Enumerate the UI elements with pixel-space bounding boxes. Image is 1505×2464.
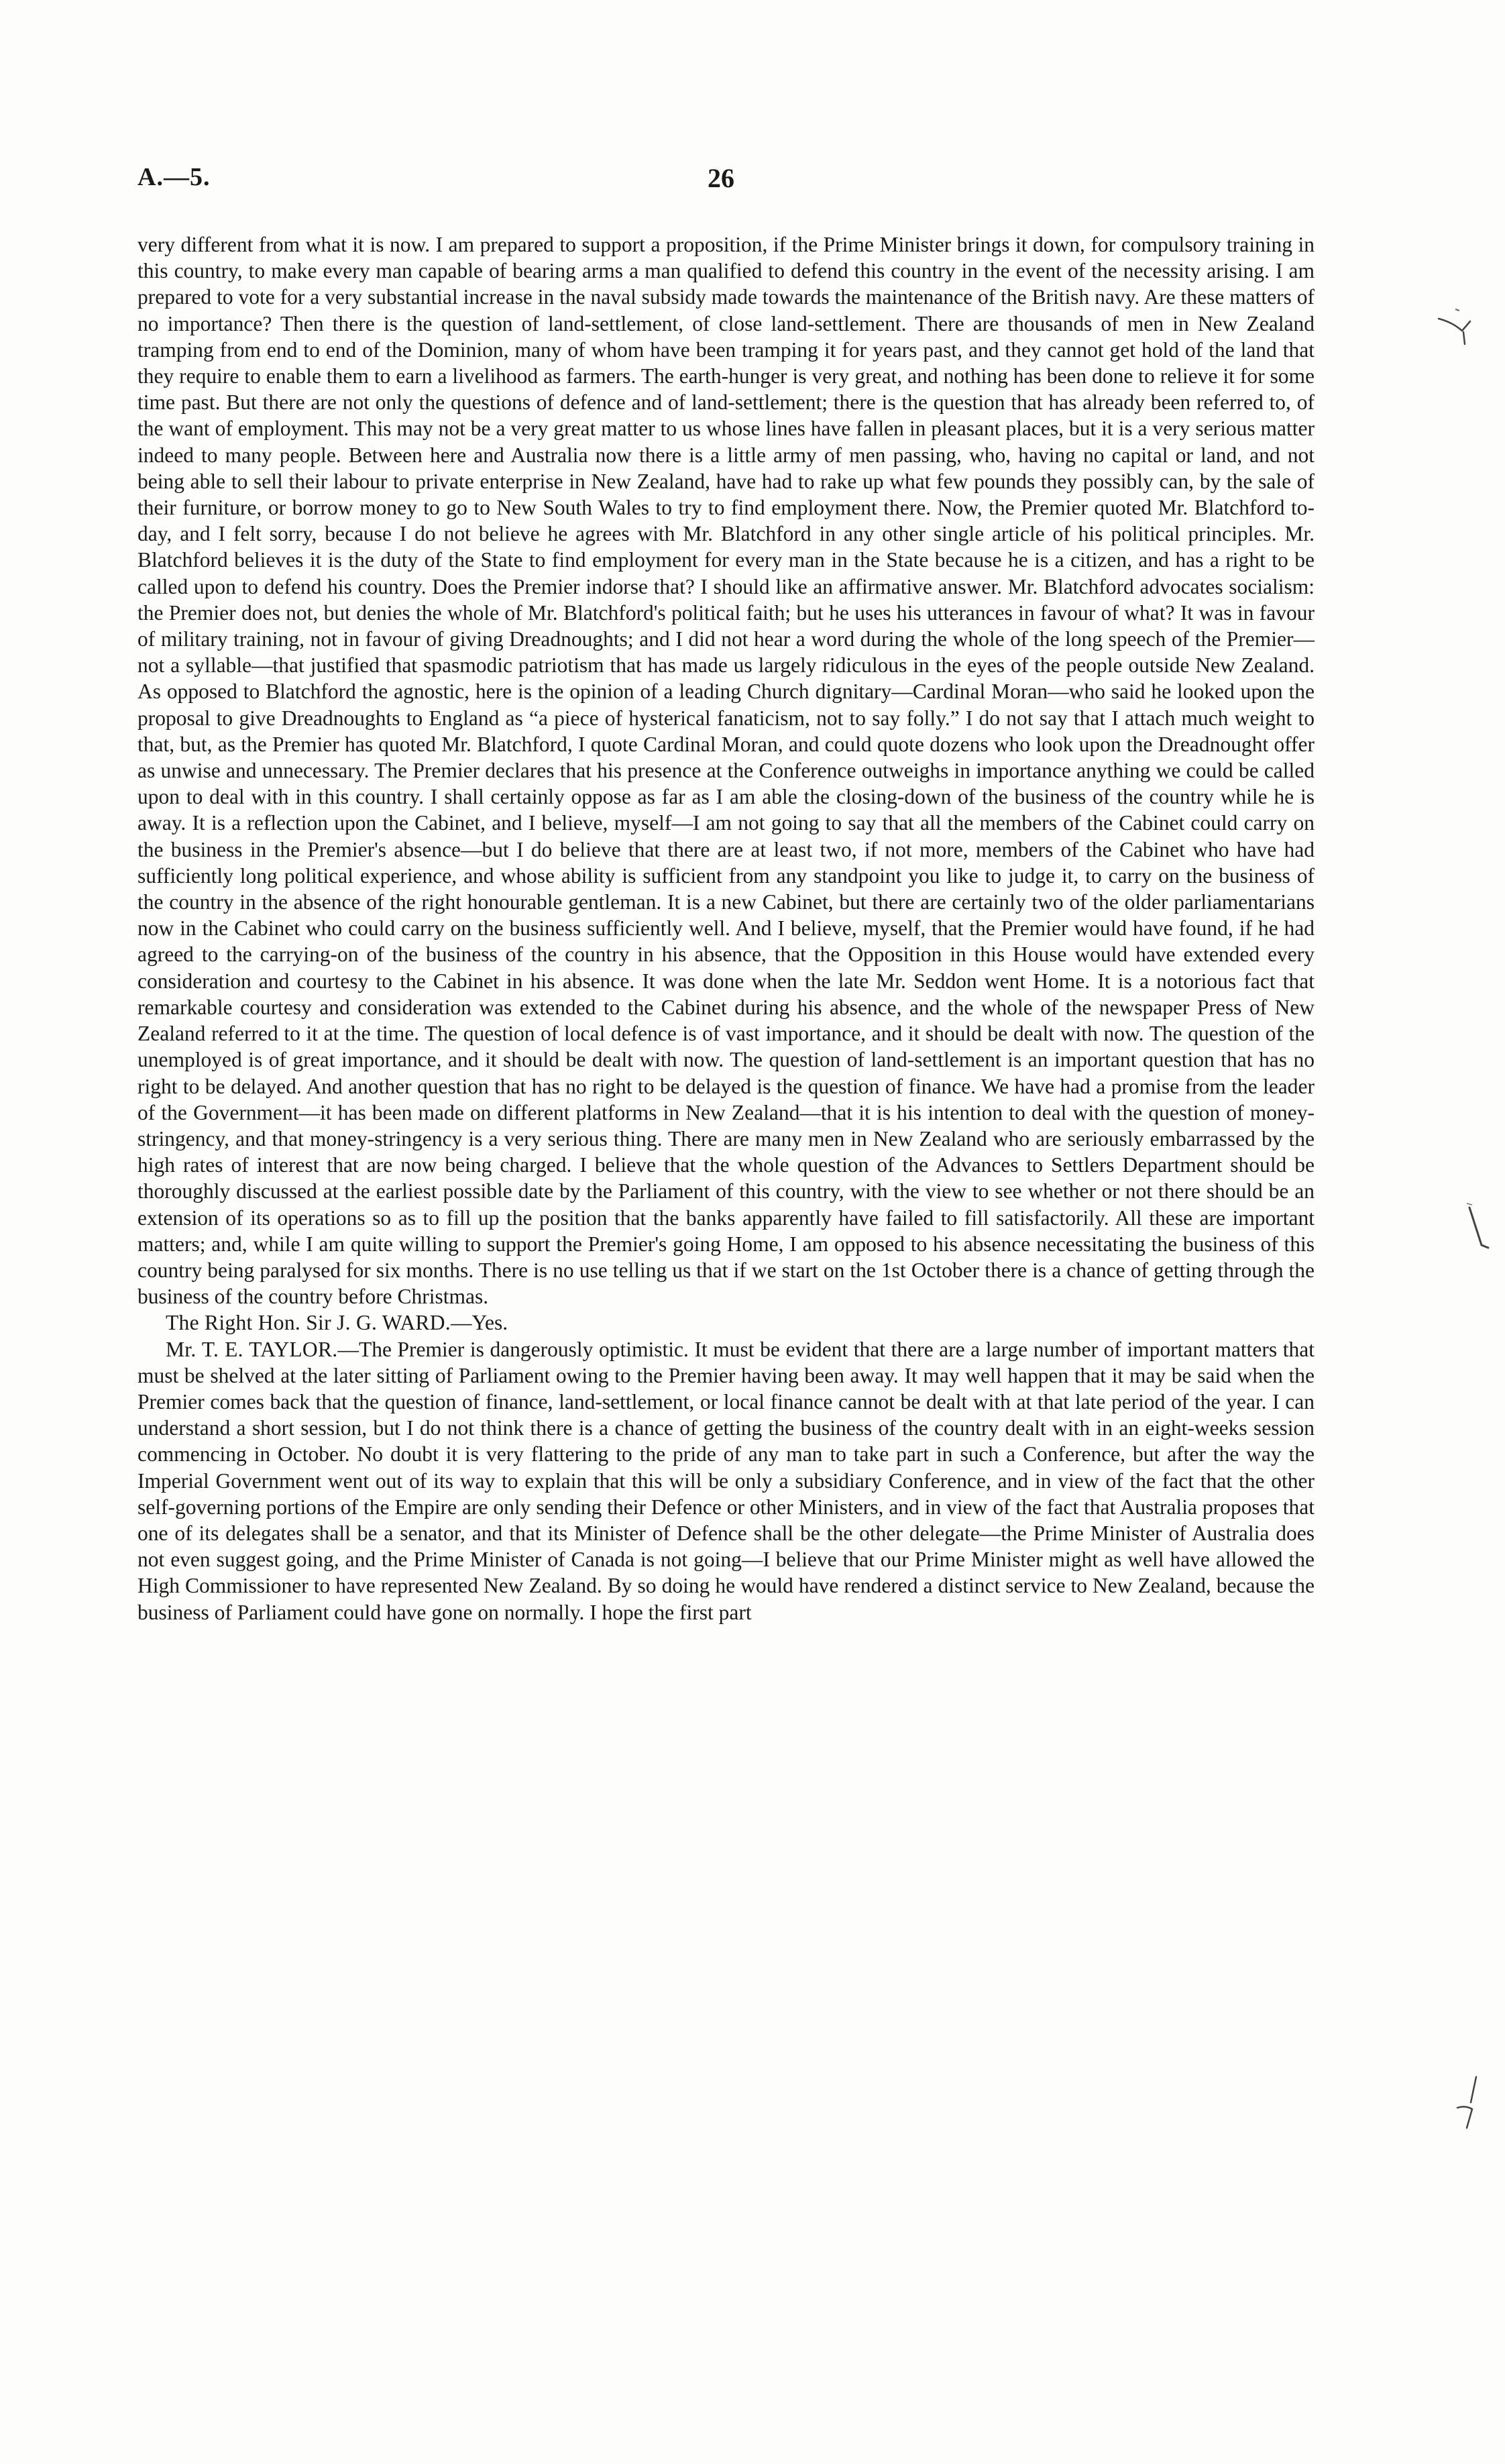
- speech-text: —The Premier is dangerously optimistic. It must be evident that there are a large number of important matters that must be shelved at the later sitting of Parliament owing to the Premier having been away. It may well happen that it may be said when the Premier comes back that the question of finance, land-settlement, or local finance cannot be dealt with at that late period of the year. I can understand a short session, but I do not think there is a chance of getting the business of the country dealt with in an eight-weeks session commencing in October. No doubt it is very flattering to the pride of any man to take part in such a Conference, but after the way the Imperial Government went out of its way to explain that this will be only a subsidiary Conference, and in view of the fact that the other self-governing portions of the Empire are only sending their Defence or other Ministers, and in view of the fact that Australia proposes that one of its delegates shall be a senator, and that its Minister of Defence shall be the other delegate—the Prime Minister of Australia does not even suggest going, and the Prime Minister of Canada is not going—I believe that our Prime Minister might as well have allowed the High Commissioner to have represented New Zealand. By so doing he would have rendered a distinct service to New Zealand, because the business of Parliament could have gone on normally. I hope the first part: [137, 1337, 1315, 1624]
- speaker-name: Mr. T. E. TAYLOR.: [166, 1337, 338, 1361]
- margin-pencil-mark: [1452, 2073, 1486, 2133]
- margin-pencil-mark: [1465, 1201, 1492, 1254]
- margin-pencil-mark: [1435, 305, 1475, 359]
- paragraph-speech-ward: [137, 1309, 1315, 1336]
- speaker-name: The Right Hon. Sir J. G. WARD.: [166, 1311, 451, 1335]
- paragraph-speech-taylor: [137, 1336, 1315, 1625]
- page-number: 26: [708, 163, 734, 193]
- paragraph-continuation: [137, 231, 1315, 1309]
- body-text: [137, 231, 1315, 1625]
- paragraph-text: very different from what it is now. I am prepared to support a proposition, if the Prime Minister brings it down, for compulsory training in this country, to make every man capable of bearing arms a man qualified to defend this country in the event of the necessity arising. I am prepared to vote for a very substantial increase in the naval subsidy made towards the maintenance of the British navy. Are these matters of no importance? Then there is the question of land-settlement, of close land-settlement. There are thousands of men in New Zealand tramping from end to end of the Dominion, many of whom have been tramping it for years past, and they cannot get hold of the land that they require to enable them to earn a livelihood as farmers. The earth-hunger is very great, and nothing has been done to relieve it for some time past. But there are not only the questions of defence and of land-settlement; there is the question that has already been referred to, of the want of employment. This may not be a very great matter to us whose lines have fallen in pleasant places, but it is a very serious matter indeed to many people. Between here and Australia now there is a little army of men passing, who, having no capital or land, and not being able to sell their labour to private enterprise in New Zealand, have had to rake up what few pounds they possibly can, by the sale of their furniture, or borrow money to go to New South Wales to try to find employment there. Now, the Premier quoted Mr. Blatchford to-day, and I felt sorry, because I do not believe he agrees with Mr. Blatchford in any other single article of his political principles. Mr. Blatchford believes it is the duty of the State to find employment for every man in the State because he is a citizen, and has a right to be called upon to defend his country. Does the Premier indorse that? I should like an affirmative answer. Mr. Blatchford advocates socialism: the Premier does not, but denies the whole of Mr. Blatchford's political faith; but he uses his utterances in favour of what? It was in favour of military training, not in favour of giving Dreadnoughts; and I did not hear a word during the whole of the long speech of the Premier—not a syllable—that justified that spasmodic patriotism that has made us largely ridiculous in the eyes of the people outside New Zealand. As opposed to Blatchford the agnostic, here is the opinion of a leading Church dignitary—Cardinal Moran—who said he looked upon the proposal to give Dreadnoughts to England as “a piece of hysterical fanaticism, not to say folly.” I do not say that I attach much weight to that, but, as the Premier has quoted Mr. Blatchford, I quote Cardinal Moran, and could quote dozens who look upon the Dreadnought offer as unwise and unnecessary. The Premier declares that his presence at the Conference outweighs in importance anything we could be called upon to deal with in this country. I shall certainly oppose as far as I am able the closing-down of the business of the country while he is away. It is a reflection upon the Cabinet, and I believe, myself—I am not going to say that all the members of the Cabinet could carry on the business in the Premier's absence—but I do believe that there are at least two, if not more, members of the Cabinet who have had sufficiently long political experience, and whose ability is sufficient from any standpoint you like to judge it, to carry on the business of the country in the absence of the right honourable gentleman. It is a new Cabinet, but there are certainly two of the older parliamentarians now in the Cabinet who could carry on the business sufficiently well. And I believe, myself, that the Premier would have found, if he had agreed to the carrying-on of the business of the country in his absence, that the Opposition in this House would have extended every consideration and courtesy to the Cabinet in his absence. It was done when the late Mr. Seddon went Home. It is a notorious fact that remarkable courtesy and consideration was extended to the Cabinet during his absence, and the whole of the newspaper Press of New Zealand referred to it at the time. The question of local defence is of vast importance, and it should be dealt with now. The question of the unemployed is of great importance, and it should be dealt with now. The question of land-settlement is an important question that has no right to be delayed. And another question that has no right to be delayed is the question of finance. We have had a promise from the leader of the Government—it has been made on different platforms in New Zealand—that it is his intention to deal with the question of money-stringency, and that money-stringency is a very serious thing. There are many men in New Zealand who are seriously embarrassed by the high rates of interest that are now being charged. I believe that the whole question of the Advances to Settlers Department should be thoroughly discussed at the earliest possible date by the Parliament of this country, with the view to see whether or not there should be an extension of its operations so as to fill up the position that the banks apparently have failed to fill satisfactorily. All these are important matters; and, while I am quite willing to support the Premier's going Home, I am opposed to his absence necessitating the business of this country being paralysed for six months. There is no use telling us that if we start on the 1st October there is a chance of getting through the business of the country before Christmas.: [137, 233, 1315, 1309]
- running-head: [137, 162, 1315, 203]
- speech-text: —Yes.: [450, 1311, 508, 1335]
- document-reference: A.—5.: [137, 163, 211, 191]
